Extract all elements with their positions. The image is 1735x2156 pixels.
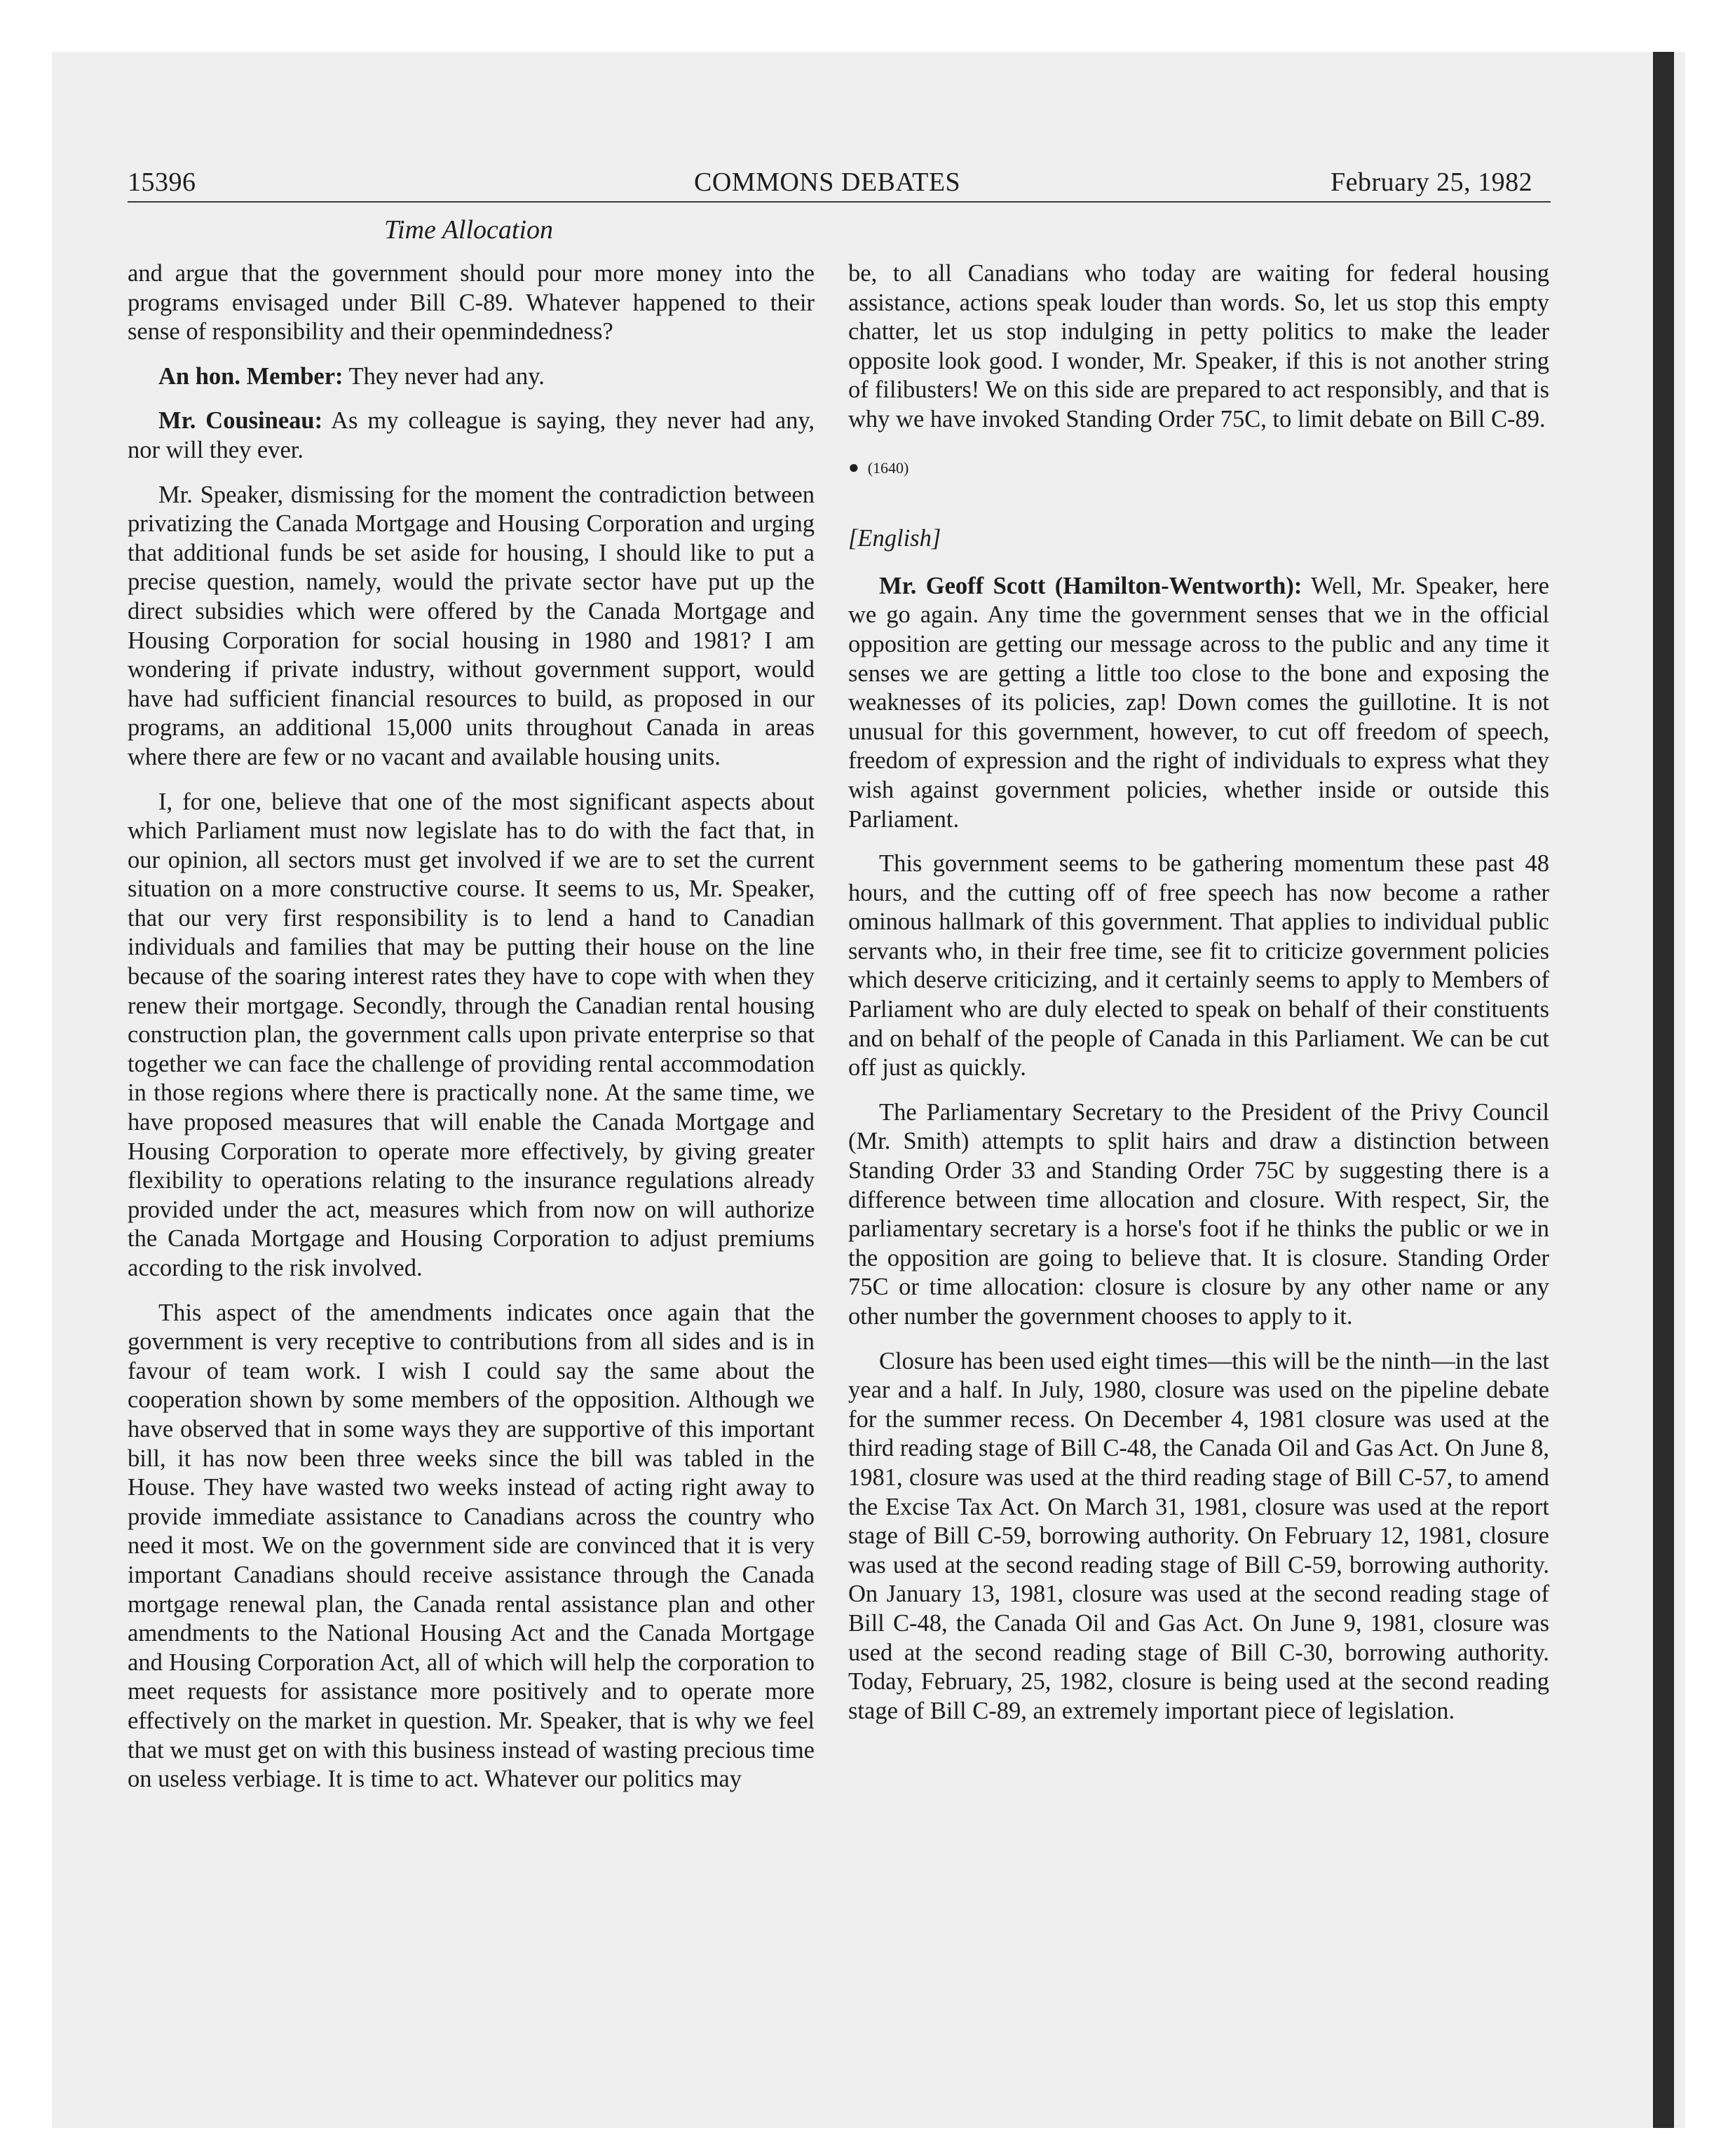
- time-marker-text: (1640): [867, 458, 909, 477]
- paragraph: This government seems to be gathering momentum these past 48 hours, and the cutting off of free speech has now become a rather ominous hallmark of this government. That applies to individual public servants who, in their free time, see fit to criticize government policies which deserve criticizing, and it certainly seems to apply to Members of Parliament who are duly elected to speak on behalf of their constituents and on behalf of the people of Canada in this Parliament. We can be cut off just as quickly.: [848, 850, 1549, 1082]
- paragraph: This aspect of the amendments indicates once again that the government is very receptive to contributions from all sides and is in favour of team work. I wish I could say the same about the cooperation shown by some members of the opposition. Although we have observed that in some ways they are supportive of this important bill, it has now been three weeks since the bill was tabled in the House. They have wasted two weeks instead of acting right away to provide immediate assistance to Canadians across the country who need it most. We on the government side are convinced that it is very important Canadians should receive assistance through the Canada mortgage renewal plan, the Canada rental assistance plan and other amendments to the National Housing Act and the Canada Mortgage and Housing Corporation Act, all of which will help the corporation to meet requests for assistance more positively and to operate more effectively on the market in question. Mr. Speaker, that is why we feel that we must get on with this business instead of wasting precious time on useless verbiage. It is time to act. Whatever our politics may: [128, 1299, 815, 1793]
- speech-paragraph: [128, 407, 815, 465]
- time-marker: [848, 453, 1549, 483]
- publication-date: February 25, 1982: [1331, 168, 1533, 197]
- speech-text: They never had any.: [343, 362, 545, 390]
- paragraph: Mr. Speaker, dismissing for the moment the contradiction between privatizing the Canada Mortgage and Housing Corporation and urging that additional funds be set aside for housing, I should like to put a precise question, namely, would the private sector have put up the direct subsidies which were offered by the Canada Mortgage and Housing Corporation for social housing in 1980 and 1981? I am wondering if private industry, without government support, would have had sufficient financial resources to build, as proposed in our programs, an additional 15,000 units throughout Canada in areas where there are few or no vacant and available housing units.: [128, 481, 815, 770]
- bullet-icon: ●: [848, 456, 859, 477]
- paragraph: The Parliamentary Secretary to the President of the Privy Council (Mr. Smith) attempts to split hairs and draw a distinction between Standing Order 33 and Standing Order 75C by suggesting there is a difference between time allocation and closure. With respect, Sir, the parliamentary secretary is a horse's foot if he thinks the public or we in the opposition are going to believe that. It is closure. Standing Order 75C or time allocation: closure is closure by any other name or any other number the government chooses to apply to it.: [848, 1098, 1549, 1330]
- page-number: 15396: [128, 168, 196, 197]
- right-column: [848, 259, 1549, 1741]
- speaker-name: Mr. Cousineau:: [158, 407, 323, 435]
- speech-text: As my colleague is saying, they never had any, nor will they ever.: [128, 407, 815, 463]
- speaker-name: Mr. Geoff Scott (Hamilton-Wentworth):: [879, 572, 1302, 599]
- header-rule: [128, 201, 1551, 203]
- speech-paragraph: [848, 572, 1549, 834]
- section-title: Time Allocation: [384, 215, 554, 245]
- paragraph: Closure has been used eight times—this will be the ninth—in the last year and a half. In July, 1980, closure was used on the pipeline debate for the summer recess. On December 4, 1981 closure was used at the third reading stage of Bill C-48, the Canada Oil and Gas Act. On June 8, 1981, closure was used at the third reading stage of Bill C-57, to amend the Excise Tax Act. On March 31, 1981, closure was used at the report stage of Bill C-59, borrowing authority. On February 12, 1981, closure was used at the second reading stage of Bill C-59, borrowing authority. On January 13, 1981, closure was used at the second reading stage of Bill C-48, the Canada Oil and Gas Act. On June 9, 1981, closure was used at the second reading stage of Bill C-30, borrowing authority. Today, February, 25, 1982, closure is being used at the second reading stage of Bill C-89, an extremely important piece of legislation.: [848, 1347, 1549, 1724]
- paragraph: and argue that the government should pour more money into the programs envisaged under Bill C-89. Whatever happened to their sense of responsibility and their openmindedness?: [128, 260, 815, 346]
- speech-paragraph: [128, 362, 815, 392]
- left-column: [128, 259, 815, 1810]
- speaker-name: An hon. Member:: [158, 362, 343, 390]
- paragraph: I, for one, believe that one of the most significant aspects about which Parliament must now legislate has to do with the fact that, in our opinion, all sectors must get involved if we are to set the current situation on a more constructive course. It seems to us, Mr. Speaker, that our very first responsibility is to lend a hand to Canadian individuals and families that may be putting their house on the line because of the soaring interest rates they have to cope with when they renew their mortgage. Secondly, through the Canadian rental housing construction plan, the government calls upon private enterprise so that together we can face the challenge of providing rental accommodation in those regions where there is practically none. At the same time, we have proposed measures that will enable the Canada Mortgage and Housing Corporation to operate more effectively, by giving greater flexibility to operations relating to the insurance regulations already provided under the act, measures which from now on will authorize the Canada Mortgage and Housing Corporation to adjust premiums according to the risk involved.: [128, 788, 815, 1281]
- paragraph: be, to all Canadians who today are waiting for federal housing assistance, actions speak louder than words. So, let us stop this empty chatter, let us stop indulging in petty politics to make the leader opposite look good. I wonder, Mr. Speaker, if this is not another string of filibusters! We on this side are prepared to act responsibly, and that is why we have invoked Standing Order 75C, to limit debate on Bill C-89.: [848, 260, 1549, 432]
- publication-title: COMMONS DEBATES: [694, 168, 961, 197]
- language-tag: [English]: [848, 525, 941, 552]
- speech-text: Well, Mr. Speaker, here we go again. Any time the government senses that we in the official opposition are getting our message across to the public and any time it senses we are getting a little too close to the bone and exposing the weaknesses of its policies, zap! Down comes the guillotine. It is not unusual for this government, however, to cut off freedom of speech, freedom of expression and the right of individuals to express what they wish against government policies, whether inside or outside this Parliament.: [848, 572, 1549, 833]
